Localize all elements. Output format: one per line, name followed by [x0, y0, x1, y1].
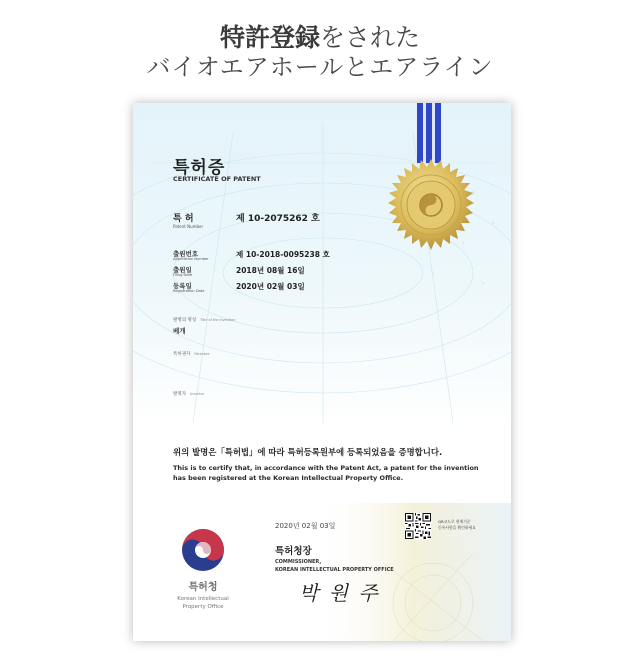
- heading-strong-text: 特許登録: [219, 23, 320, 52]
- certification-statement-ko: 위의 발명은「특허법」에 따라 특허등록원부에 등록되었음을 증명합니다.: [173, 447, 443, 457]
- registration-date-label-en: Registration Date: [173, 289, 205, 293]
- filing-date-label-en: Filing Date: [173, 273, 193, 277]
- office-name-en: [133, 595, 273, 611]
- issue-date: 2020년 02월 03일: [275, 522, 336, 530]
- patent-certificate: [133, 103, 511, 641]
- commissioner-title-en-line-2: KOREAN INTELLECTUAL PROPERTY OFFICE: [275, 566, 394, 573]
- invention-title-value: 베개: [173, 327, 186, 335]
- inventor-label-en: Inventor: [190, 392, 205, 396]
- patent-number-label-en: Patent Number: [173, 224, 204, 229]
- heading-line-1: [0, 22, 640, 54]
- patent-number-label: 특 허: [173, 214, 194, 224]
- commissioner-signature: 박 원 주: [299, 581, 380, 605]
- certificate-subtitle: CERTIFICATE OF PATENT: [173, 175, 261, 183]
- heading-line-2: バイオエアホールとエアライン: [146, 53, 494, 81]
- invention-title-label-ko: 발명의 명칭: [173, 318, 197, 323]
- inventor-label-ko: 발명자: [173, 392, 187, 397]
- patentee-label-ko: 특허권자: [173, 352, 191, 357]
- kipo-logo-icon: [179, 526, 227, 574]
- application-number-label-en: Application Number: [173, 257, 209, 261]
- qr-code-icon: [405, 513, 431, 539]
- commissioner-title-ko: 특허청장: [275, 546, 312, 557]
- commissioner-title-en-line-1: COMMISSIONER,: [275, 559, 322, 565]
- gold-seal-icon: [383, 157, 479, 253]
- invention-title-label: [173, 317, 235, 323]
- heading-rest-text: をされた: [320, 23, 421, 52]
- patentee-label: [173, 351, 209, 357]
- registration-date-value: 2020년 02월 03일: [236, 282, 305, 291]
- patent-number-value: 제 10-2075262 호: [236, 214, 320, 224]
- registration-date-label: 등록일: [173, 282, 192, 290]
- certification-statement-en: [173, 463, 479, 483]
- qr-code-note: [438, 519, 476, 531]
- invention-title-label-en: Title of the Invention: [200, 318, 236, 322]
- office-name-en-line-2: Property Office: [182, 604, 224, 610]
- qr-code-note-line-1: QR코드로 현재기준: [438, 519, 471, 524]
- filing-date-label: 출원일: [173, 266, 192, 274]
- filing-date-value: 2018년 08월 16일: [236, 266, 305, 275]
- patentee-label-en: Patentee: [194, 352, 210, 356]
- commissioner-title-en: [275, 559, 394, 574]
- certification-statement-en-line-2: has been registered at the Korean Intellectual Property Office.: [173, 474, 404, 482]
- certification-statement-en-line-1: This is to certify that, in accordance with the Patent Act, a patent for the invention: [173, 464, 479, 472]
- ribbon-icon: [415, 103, 443, 163]
- inventor-label: [173, 391, 204, 397]
- application-number-value: 제 10-2018-0095238 호: [236, 250, 330, 259]
- office-name-ko: 특허청: [188, 582, 218, 593]
- qr-code-note-line-2: 등록사항을 확인하세요: [438, 525, 476, 530]
- office-name-en-line-1: Korean Intellectual: [177, 596, 229, 602]
- application-number-label: 출원번호: [173, 250, 199, 258]
- certificate-title: 특허증: [173, 158, 226, 178]
